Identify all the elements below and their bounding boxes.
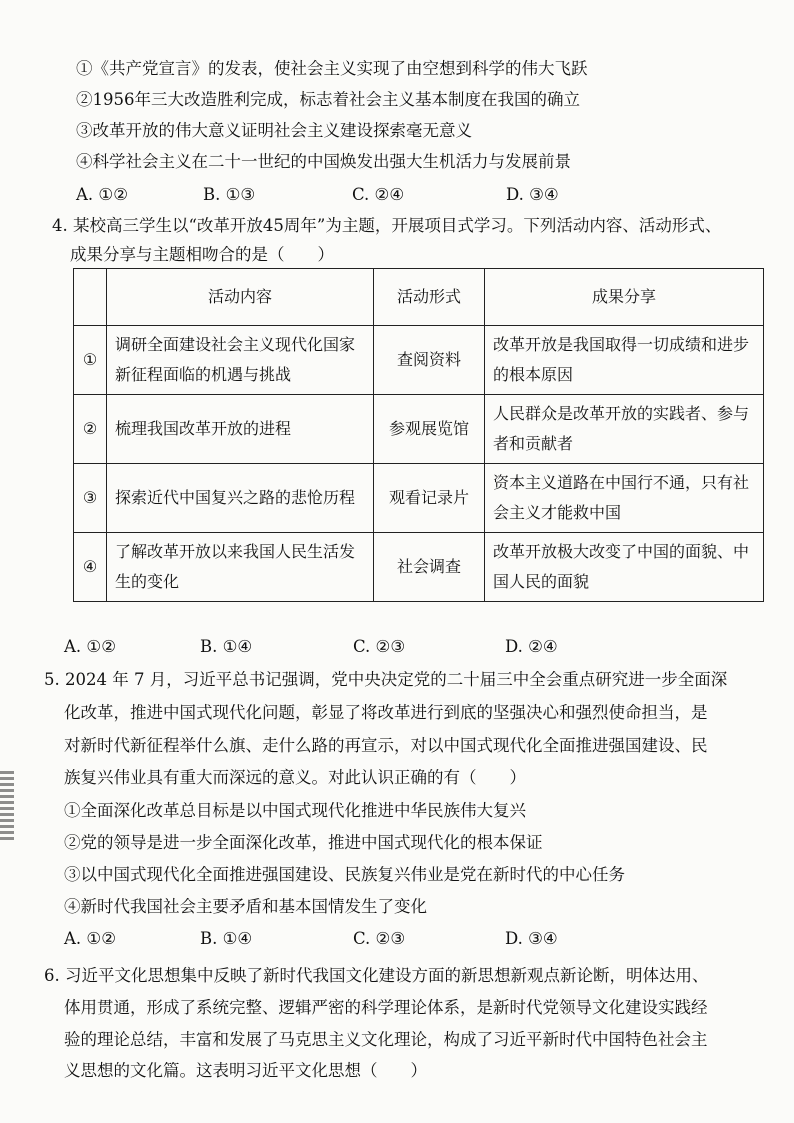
q4-option-b[interactable]: B. ①④ (200, 637, 253, 656)
table-row (74, 464, 764, 533)
table-header-result: 成果分享 (485, 269, 764, 326)
q5-stem-line-1: 5. 2024 年 7 月，习近平总书记强调，党中央决定党的二十届三中全会重点研究进一步全面深 (44, 670, 728, 689)
q4-option-a[interactable]: A. ①② (64, 637, 116, 656)
row-result: 改革开放极大改变了中国的面貌、中国人民的面貌 (485, 533, 764, 602)
q5-option-d[interactable]: D. ③④ (505, 929, 558, 948)
q5-option-c[interactable]: C. ②③ (353, 929, 406, 948)
row-number: ① (74, 326, 107, 395)
table-header-form: 活动形式 (374, 269, 485, 326)
q5-item-2: ②党的领导是进一步全面深化改革，推进中国式现代化的根本保证 (64, 833, 543, 852)
q3-item-4: ④科学社会主义在二十一世纪的中国焕发出强大生机活力与发展前景 (76, 152, 571, 171)
q5-stem-line-3: 对新时代新征程举什么旗、走什么路的再宣示，对以中国式现代化全面推进强国建设、民 (64, 736, 708, 755)
q3-item-3: ③改革开放的伟大意义证明社会主义建设探索毫无意义 (76, 121, 472, 140)
row-content: 探索近代中国复兴之路的悲怆历程 (107, 464, 374, 533)
q4-stem-line-1: 4. 某校高三学生以“改革开放45周年”为主题，开展项目式学习。下列活动内容、活动形式、 (52, 216, 722, 235)
q5-item-3: ③以中国式现代化全面推进强国建设、民族复兴伟业是党在新时代的中心任务 (64, 865, 625, 884)
table-row (74, 395, 764, 464)
q3-option-b[interactable]: B. ①③ (203, 185, 256, 204)
q3-item-1: ①《共产党宣言》的发表，使社会主义实现了由空想到科学的伟大飞跃 (76, 59, 588, 78)
q5-item-1: ①全面深化改革总目标是以中国式现代化推进中华民族伟大复兴 (64, 801, 526, 820)
table-row (74, 326, 764, 395)
q3-option-c[interactable]: C. ②④ (352, 185, 405, 204)
q5-option-a[interactable]: A. ①② (64, 929, 116, 948)
row-result: 资本主义道路在中国行不通，只有社会主义才能救中国 (485, 464, 764, 533)
q5-stem-line-4: 族复兴伟业具有重大而深远的意义。对此认识正确的有（ ） (64, 768, 526, 787)
row-form: 观看记录片 (374, 464, 485, 533)
q3-option-a[interactable]: A. ①② (76, 185, 128, 204)
binding-margin-marks (0, 770, 14, 840)
q3-option-d[interactable]: D. ③④ (506, 185, 559, 204)
row-form: 参观展览馆 (374, 395, 485, 464)
table-header-row (74, 269, 764, 326)
row-form: 查阅资料 (374, 326, 485, 395)
q4-activity-table (73, 268, 764, 602)
table-row (74, 533, 764, 602)
q6-stem-line-3: 验的理论总结，丰富和发展了马克思主义文化理论，构成了习近平新时代中国特色社会主 (64, 1030, 708, 1049)
row-form: 社会调查 (374, 533, 485, 602)
row-result: 改革开放是我国取得一切成绩和进步的根本原因 (485, 326, 764, 395)
q6-stem-line-4: 义思想的文化篇。这表明习近平文化思想（ ） (64, 1061, 427, 1080)
q6-stem-line-1: 6. 习近平文化思想集中反映了新时代我国文化建设方面的新思想新观点新论断，明体达用、 (44, 966, 709, 985)
q4-stem-line-2: 成果分享与主题相吻合的是（ ） (70, 245, 334, 264)
table-header-content: 活动内容 (107, 269, 374, 326)
q4-option-c[interactable]: C. ②③ (353, 637, 406, 656)
q4-option-d[interactable]: D. ②④ (505, 637, 558, 656)
row-content: 了解改革开放以来我国人民生活发生的变化 (107, 533, 374, 602)
row-content: 调研全面建设社会主义现代化国家新征程面临的机遇与挑战 (107, 326, 374, 395)
q3-item-2: ②1956年三大改造胜利完成，标志着社会主义基本制度在我国的确立 (76, 90, 580, 109)
row-number: ④ (74, 533, 107, 602)
q5-stem-line-2: 化改革，推进中国式现代化问题，彰显了将改革进行到底的坚强决心和强烈使命担当，是 (64, 703, 708, 722)
row-result: 人民群众是改革开放的实践者、参与者和贡献者 (485, 395, 764, 464)
row-number: ② (74, 395, 107, 464)
q6-stem-line-2: 体用贯通，形成了系统完整、逻辑严密的科学理论体系，是新时代党领导文化建设实践经 (64, 998, 708, 1017)
table-header-num (74, 269, 107, 326)
row-content: 梳理我国改革开放的进程 (107, 395, 374, 464)
q5-item-4: ④新时代我国社会主要矛盾和基本国情发生了变化 (64, 897, 427, 916)
row-number: ③ (74, 464, 107, 533)
q5-option-b[interactable]: B. ①④ (200, 929, 253, 948)
